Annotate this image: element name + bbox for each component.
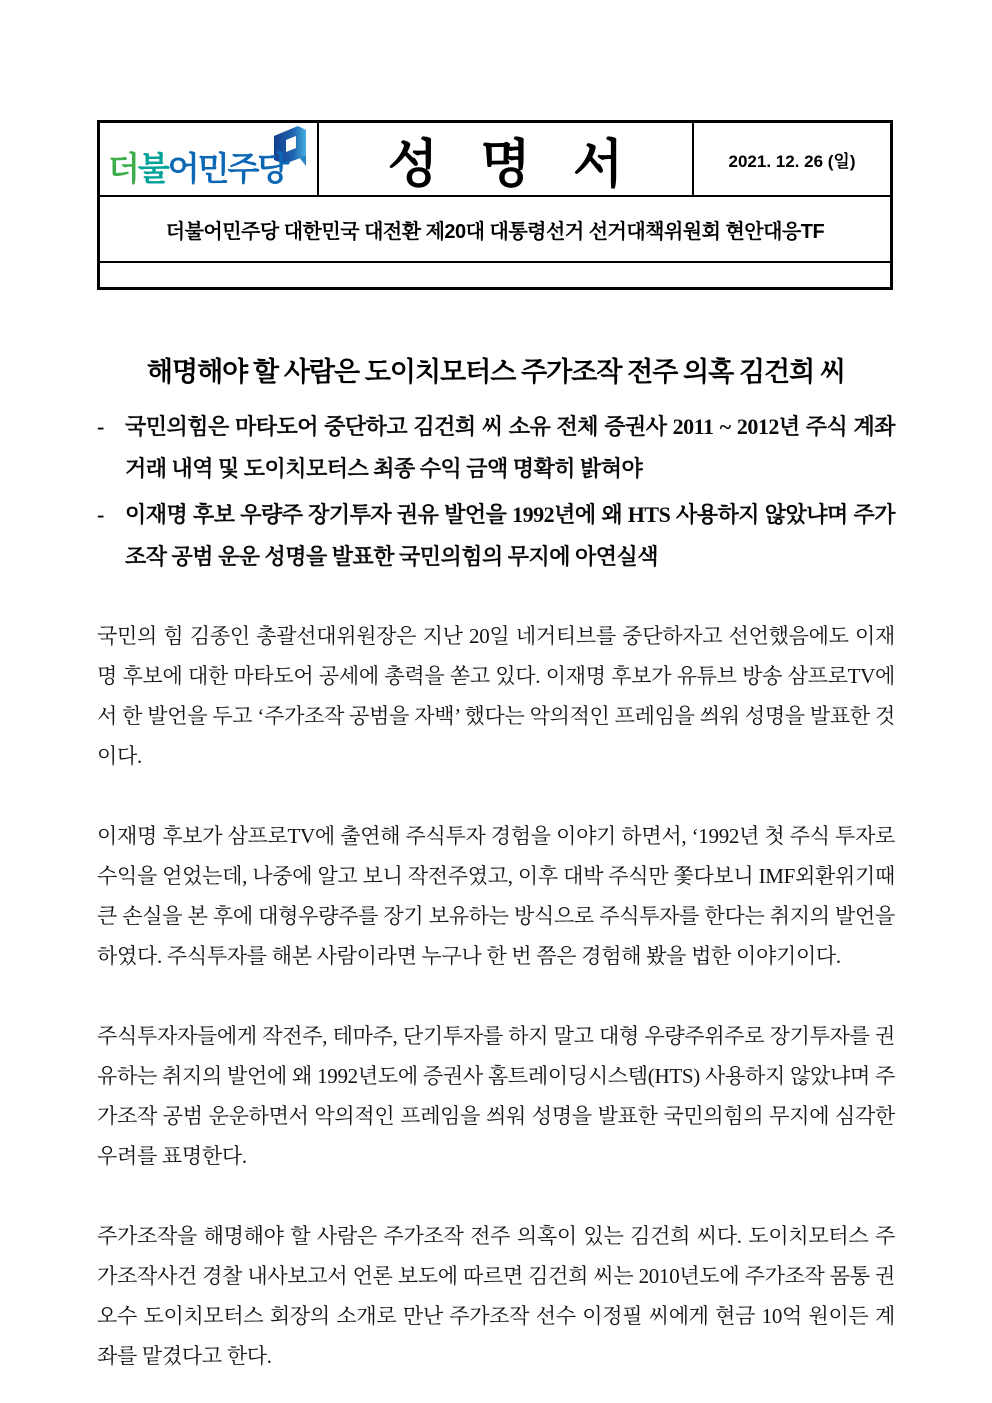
party-logo-wordmark xyxy=(108,143,287,190)
statement-headline: 해명해야 할 사람은 도이치모터스 주가조작 전주 의혹 김건희 씨 xyxy=(146,357,846,387)
body-paragraph-1: 국민의 힘 김종인 총괄선대위원장은 지난 20일 네거티브를 중단하자고 선언했음에도 이재명 후보에 대한 마타도어 공세에 총력을 쏟고 있다. 이재명 후보가 유튜브 방송 삼프로TV에서 한 발언을 두고 ‘주가조작 공범을 자백’ 했다는 악의적인 프레임을 씌워 성명을 발표한 것이다. xyxy=(97,624,895,768)
date-label: 2021. 12. 26 (일) xyxy=(728,151,856,171)
committee-subtitle-cell xyxy=(100,197,890,263)
document-type-title: 성 명 서 xyxy=(387,135,638,194)
party-logo xyxy=(100,123,319,197)
logo-text-bul: 불 xyxy=(137,150,168,187)
summary-bullets xyxy=(97,406,895,578)
bullet-item xyxy=(97,494,895,578)
bullet-item xyxy=(97,406,895,490)
bullet-text: 국민의힘은 마타도어 중단하고 김건희 씨 소유 전체 증권사 2011 ~ 2012년 주식 계좌거래 내역 및 도이치모터스 최종 수익 금액 명확히 밝혀야 xyxy=(125,414,895,481)
body-paragraph-4: 주가조작을 해명해야 할 사람은 주가조작 전주 의혹이 있는 김건희 씨다. 도이치모터스 주가조작사건 경찰 내사보고서 언론 보도에 따르면 김건희 씨는 2010년도에 주가조작 몸통 권오수 도이치모터스 회장의 소개로 만난 주가조작 선수 이정필 씨에게 현금 10억 원이든 계좌를 맡겼다고 한다. xyxy=(97,1224,895,1368)
logo-text-rest: 어민주당 xyxy=(167,150,288,187)
bullet-dash: - xyxy=(97,414,104,439)
letterhead-table xyxy=(97,120,893,290)
logo-text-deo: 더 xyxy=(108,150,138,187)
document-type-cell xyxy=(319,123,694,197)
bullet-dash: - xyxy=(97,502,104,527)
letterhead-empty-row xyxy=(100,263,890,287)
body-paragraph-3: 주식투자자들에게 작전주, 테마주, 단기투자를 하지 말고 대형 우량주위주로 장기투자를 권유하는 취지의 발언에 왜 1992년도에 증권사 홈트레이딩시스템(HTS) 사용하지 않았냐며 주가조작 공범 운운하면서 악의적인 프레임을 씌워 성명을 발표한 국민의힘의 무지에 심각한 우려를 표명한다. xyxy=(97,1024,895,1168)
date-cell xyxy=(694,123,890,197)
statement-content xyxy=(97,352,895,1403)
committee-subtitle: 더불어민주당 대한민국 대전환 제20대 대통령선거 선거대책위원회 현안대응TF xyxy=(165,220,825,243)
body-paragraph-2: 이재명 후보가 삼프로TV에 출연해 주식투자 경험을 이야기 하면서, ‘1992년 첫 주식 투자로 수익을 얻었는데, 나중에 알고 보니 작전주였고, 이후 대박 주식만 쫓다보니 IMF외환위기때 큰 손실을 본 후에 대형우량주를 장기 보유하는 방식으로 주식투자를 한다는 취지의 발언을 하였다. 주식투자를 해본 사람이라면 누구나 한 번 쯤은 경험해 봤을 법한 이야기이다. xyxy=(97,824,895,968)
bullet-text: 이재명 후보 우량주 장기투자 권유 발언을 1992년에 왜 HTS 사용하지 않았냐며 주가조작 공범 운운 성명을 발표한 국민의힘의 무지에 아연실색 xyxy=(125,502,895,569)
